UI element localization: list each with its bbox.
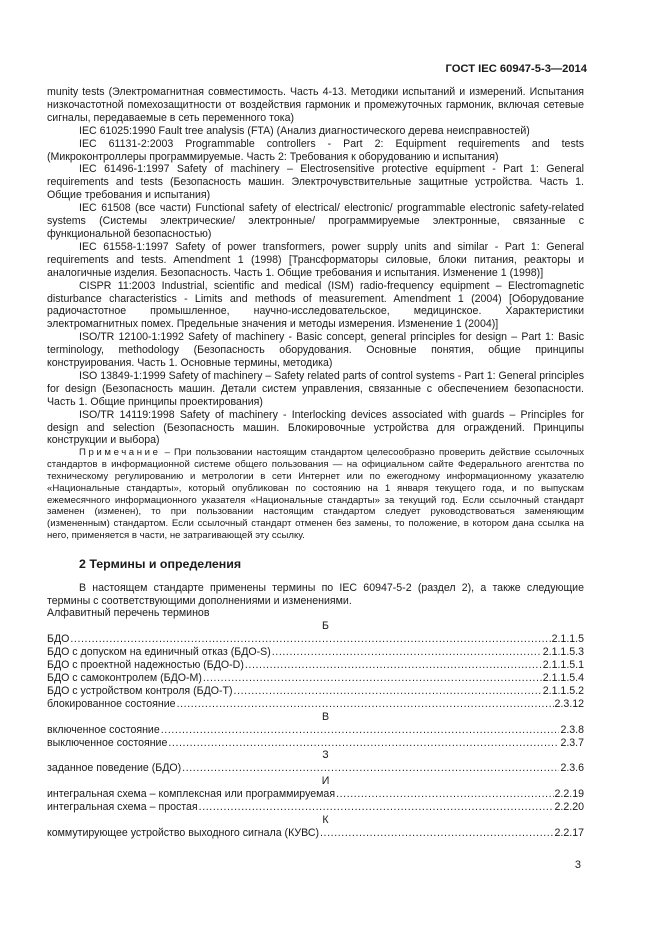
term-row xyxy=(47,659,584,672)
term-row xyxy=(47,788,584,801)
dot-leader xyxy=(182,762,559,775)
dot-leader xyxy=(161,724,560,737)
normative-references xyxy=(47,86,584,447)
term-reference: 2.2.17 xyxy=(554,826,584,839)
reference-paragraph: IEC 61558-1:1997 Safety of power transformers, power supply units and similar - Part 1: General requirements and tests. Amendment 1 (1998) [Трансформаторы силовые, блоки питания, реакторы и аналогичные изделия. Безопасность. Часть 1. Общие требования и испытания. Изменение 1 (1998)] xyxy=(47,240,584,279)
reference-paragraph: ISO/TR 14119:1998 Safety of machinery - Interlocking devices associated with guards – Principles for design and selection (Безопасность машин. Блокировочные устройства для ограждений. Принципы конструкции и выбора) xyxy=(47,408,584,447)
term-group-letter: И xyxy=(321,775,330,788)
term-reference: 2.1.1.5.3 xyxy=(542,646,584,659)
term-reference: 2.3.6 xyxy=(560,762,584,775)
reference-paragraph: munity tests (Электромагнитная совместимость. Часть 4-13. Методики испытаний и измерений. Испытания низкочастотной помехозащитности от воздействия гармоник и промежуточных гармоник, включая сетевые сигналы, передаваемые в сеть переменного тока) xyxy=(47,86,584,124)
term-row xyxy=(47,801,584,814)
dot-leader xyxy=(70,633,550,646)
note-label: Примечание xyxy=(79,447,161,459)
section-heading: 2 Термины и определения xyxy=(79,556,242,571)
term-reference: 2.1.1.5.2 xyxy=(542,684,584,697)
note-paragraph xyxy=(47,447,584,541)
dot-leader xyxy=(320,827,554,840)
term-row xyxy=(47,724,584,737)
term-name: блокированное состояние xyxy=(47,697,176,710)
term-row xyxy=(47,762,584,775)
dot-leader xyxy=(272,646,542,659)
term-group-letter: К xyxy=(322,813,329,826)
term-name: включенное состояние xyxy=(47,723,160,736)
term-reference: 2.3.7 xyxy=(560,736,584,749)
reference-paragraph: IEC 61025:1990 Fault tree analysis (FTA) (Анализ диагностического дерева неисправностей) xyxy=(79,124,530,137)
term-row xyxy=(47,672,584,685)
dot-leader xyxy=(177,698,554,711)
dot-leader xyxy=(234,685,542,698)
term-name: БДО xyxy=(47,633,70,646)
term-name: коммутирующее устройство выходного сигнала (КУВС) xyxy=(47,826,320,839)
dot-leader xyxy=(245,659,542,672)
term-name: БДО с проектной надежностью (БДО-D) xyxy=(47,659,244,672)
document-code-header: ГОСТ IEC 60947-5-3—2014 xyxy=(445,63,587,75)
term-reference: 2.3.8 xyxy=(560,723,584,736)
dot-leader xyxy=(203,672,542,685)
term-name: выключенное состояние xyxy=(47,736,168,749)
reference-paragraph: IEC 61131-2:2003 Programmable controllers - Part 2: Equipment requirements and tests (Микроконтроллеры программируемые. Часть 2: Требования к оборудованию и испытания) xyxy=(47,137,584,163)
term-row xyxy=(47,737,584,750)
term-row xyxy=(47,827,584,840)
reference-paragraph: CISPR 11:2003 Industrial, scientific and medical (ISM) radio-frequency equipment – Electromagnetic disturbance characteristics - Limits and methods of measurement. Amendment 1 (2004) [Оборудование радиочастотное промышленное, научно-исследовательское, медицинское. Характеристики электромагнитных помех. Предельные значения и методы измерения. Изменение 1 (2004)] xyxy=(47,279,584,331)
term-group-letter: З xyxy=(322,749,329,762)
term-reference: 2.2.20 xyxy=(554,801,584,814)
dot-leader xyxy=(199,801,554,814)
term-row xyxy=(47,646,584,659)
term-name: БДО с устройством контроля (БДО-Т) xyxy=(47,684,233,697)
term-index xyxy=(47,620,584,839)
term-name: БДО с самоконтролем (БДО-М) xyxy=(47,672,202,684)
document-body xyxy=(47,86,584,840)
term-name: интегральная схема – комплексная или программируемая xyxy=(47,788,336,801)
term-name: БДО с допуском на единичный отказ (БДО-S) xyxy=(47,646,271,659)
term-row xyxy=(47,698,584,711)
term-reference: 2.1.1.5 xyxy=(551,633,584,646)
term-name: заданное поведение (БДО) xyxy=(47,762,182,775)
reference-paragraph: IEC 61508 (все части) Functional safety of electrical/ electronic/ programmable electronic safety-related systems (Системы электрические/ электронные/ программируемые электронные, связанные с функциональной безопасностью) xyxy=(47,202,584,240)
dot-leader xyxy=(336,788,553,801)
dot-leader xyxy=(168,737,559,750)
reference-paragraph: ISO 13849-1:1999 Safety of machinery – Safety related parts of control systems - Part 1: General principles for design (Безопасность машин. Детали систем управления, связанные с обеспечением безопасности. Часть 1. Общие принципы проектирования) xyxy=(47,369,584,408)
note-text: – При пользовании настоящим стандартом целесообразно проверить действие ссылочных стандартов в информационной системе общего пользования — на официальном сайте Федерального агентства по техническому регулированию и метрологии в сети Интернет или по ежегодному информационному указателю «Национальные стандарты», который опубликован по состоянию на 1 января текущего года, и по выпускам ежемесячного информационного указателя «Национальные стандарты» за текущий год. Если ссылочный стандарт заменен (изменен), то при пользовании настоящим стандартом следует руководствоваться заменяющим (измененным) стандартом. Если ссылочный стандарт отменен без замены, то положение, в котором дана ссылка на него, применяется в части, не затрагивающей эту ссылку. xyxy=(47,447,584,541)
term-reference: 2.2.19 xyxy=(554,788,584,801)
term-row xyxy=(47,685,584,698)
reference-paragraph: IEC 61496-1:1997 Safety of machinery – Electrosensitive protective equipment - Part 1: General requirements and tests (Безопасность машин. Электрочувствительные защитные устройства. Часть 1. Общие требования и испытания) xyxy=(47,163,584,202)
term-group-letter: В xyxy=(321,710,330,723)
section-intro: В настоящем стандарте применены термины по IEC 60947-5-2 (раздел 2), а также следующие термины с соответствующими дополнениями и изменениями. xyxy=(47,581,584,607)
term-reference: 2.3.12 xyxy=(554,697,584,710)
term-list-title: Алфавитный перечень терминов xyxy=(47,607,210,620)
term-reference: 2.1.1.5.1 xyxy=(542,659,584,672)
term-row xyxy=(47,633,584,646)
term-name: интегральная схема – простая xyxy=(47,801,198,814)
page-number: 3 xyxy=(574,859,581,871)
term-reference: 2.1.1.5.4 xyxy=(542,672,584,684)
reference-paragraph: ISO/TR 12100-1:1992 Safety of machinery - Basic concept, general principles for design – Part 1: Basic terminology, methodology (Безопасность оборудования. Основные понятия, общие принципы конструирования. Часть 1. Основные термины, методика) xyxy=(47,331,584,370)
term-group-letter: Б xyxy=(322,620,329,633)
